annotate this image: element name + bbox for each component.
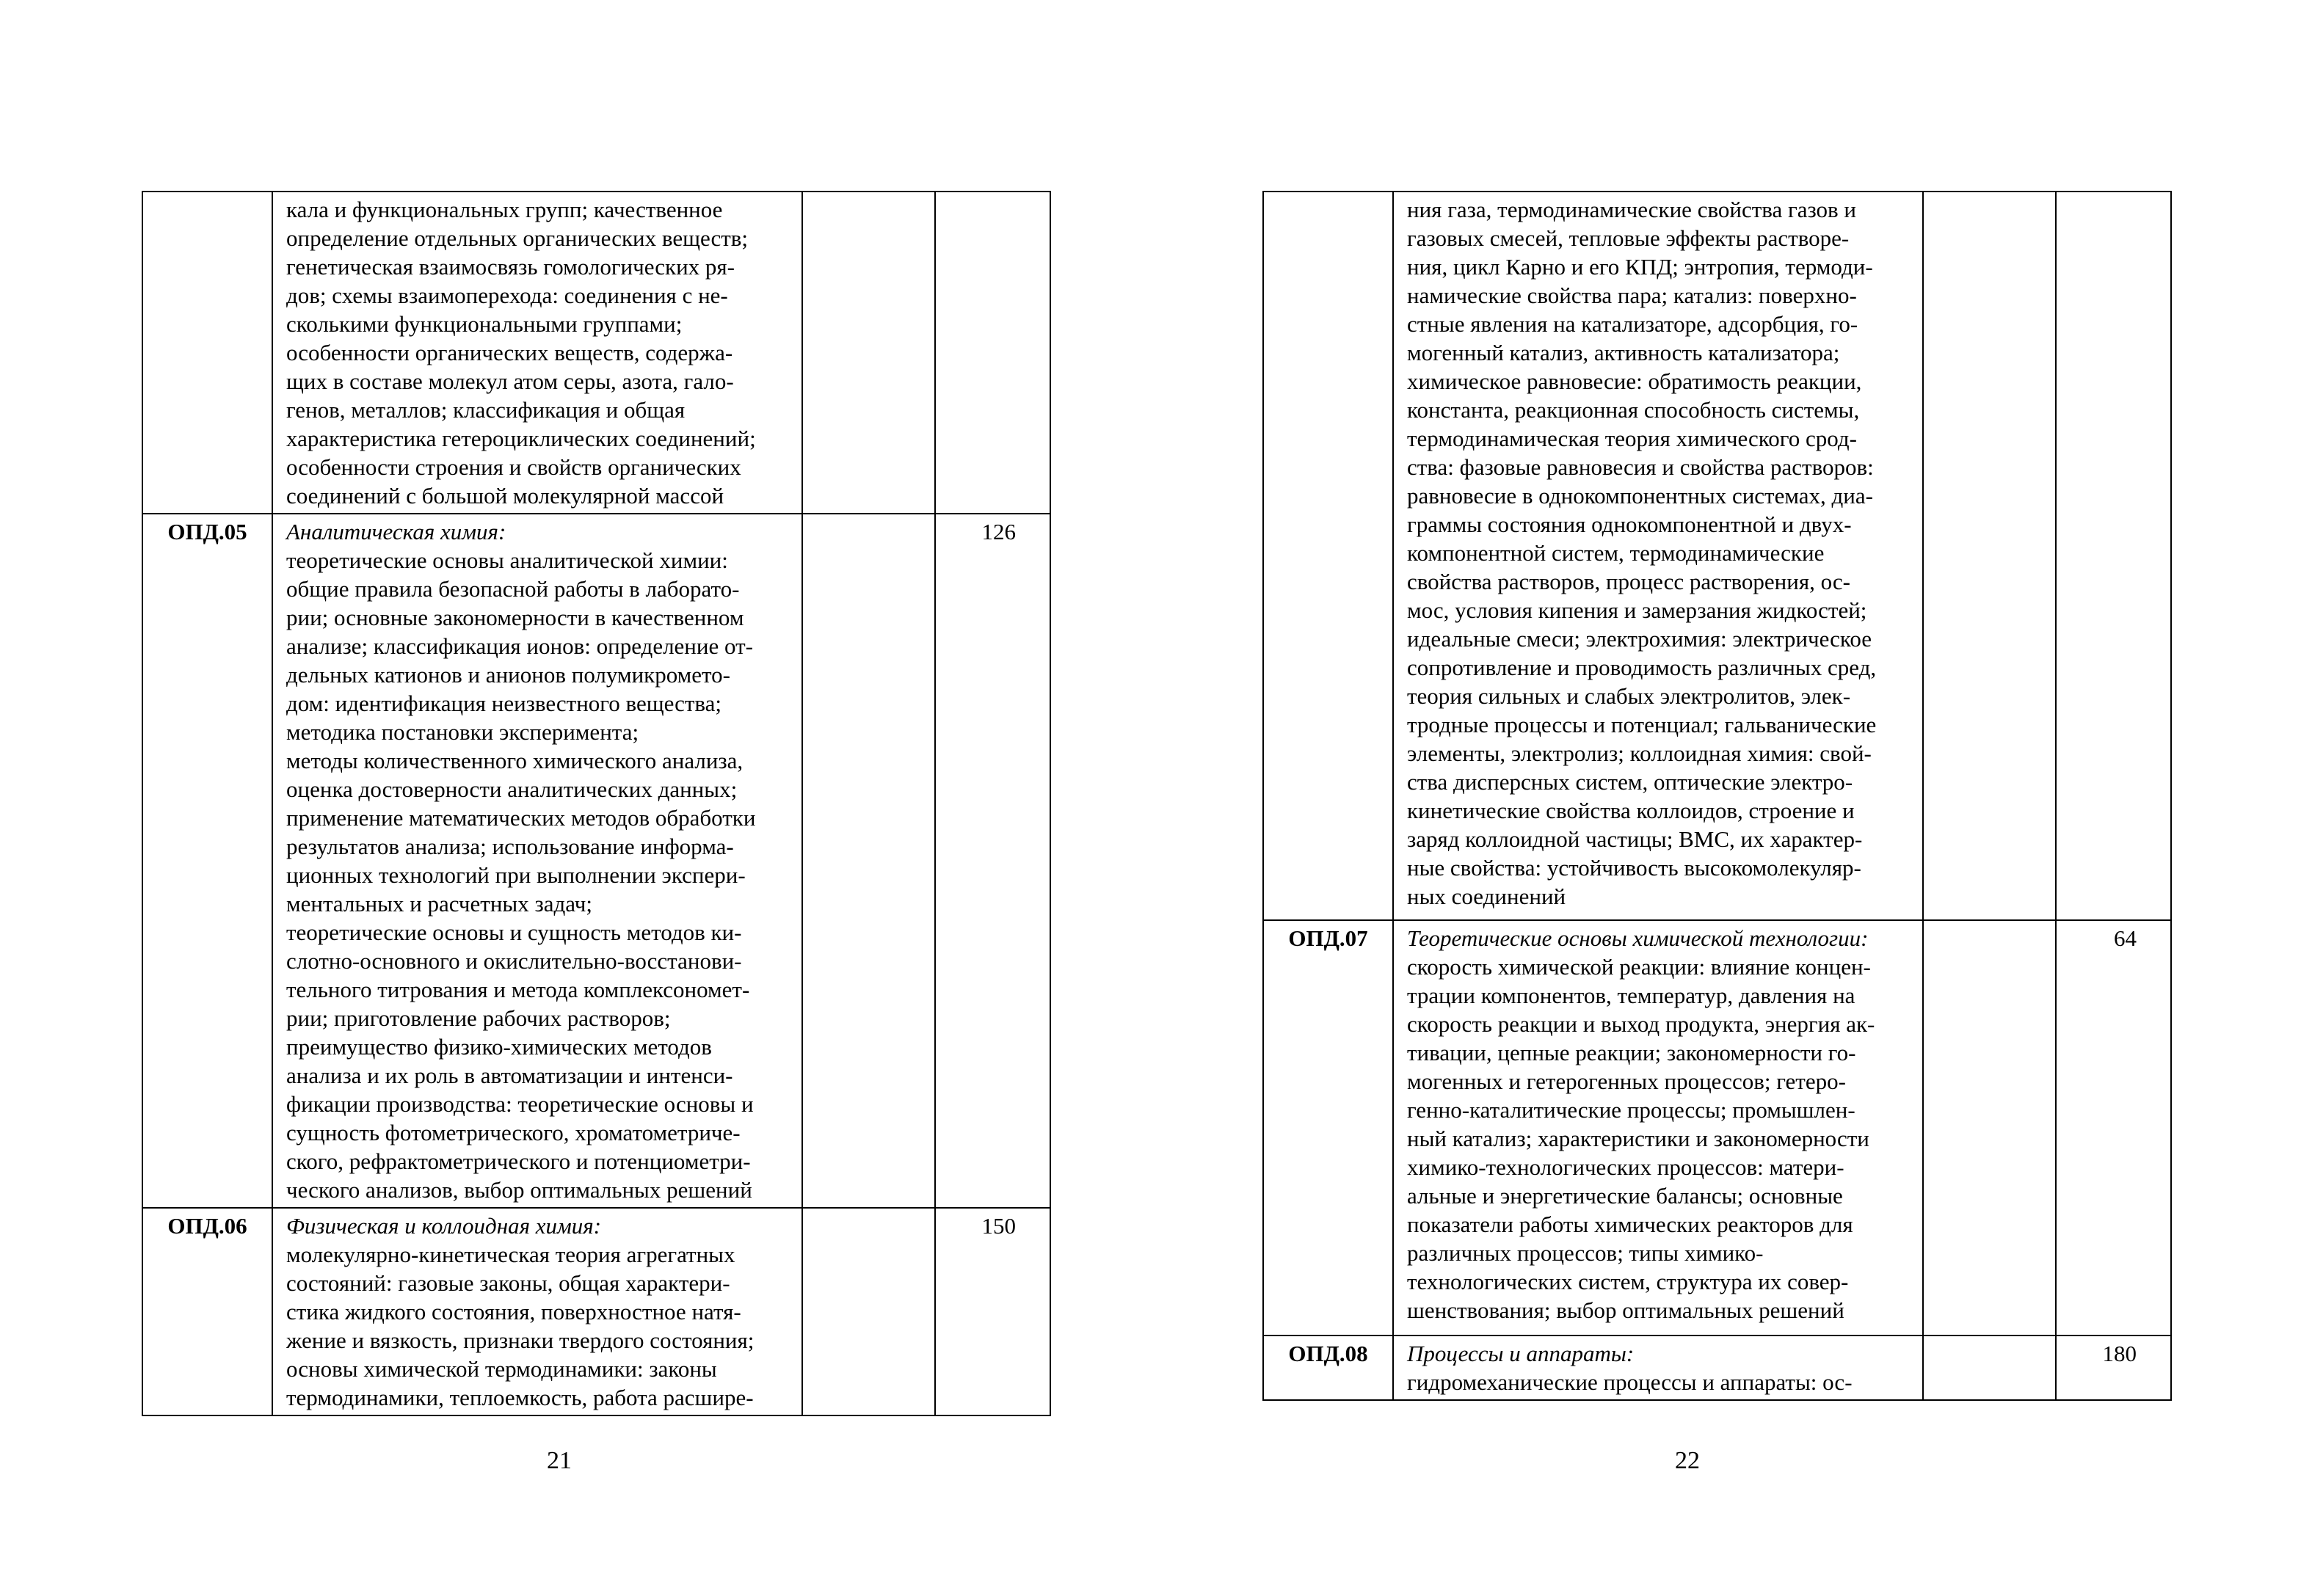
content-line: ционных технологий при выполнении экспери- <box>286 862 746 888</box>
content-line: жение и вязкость, признаки твердого состояния; <box>286 1327 755 1353</box>
content-line: ства дисперсных систем, оптические электро- <box>1407 769 1853 795</box>
content-line: дом: идентификация неизвестного вещества; <box>286 690 722 716</box>
content-line: особенности строения и свойств органических <box>286 454 741 480</box>
discipline-code: ОПД.08 <box>1263 1336 1393 1400</box>
table-row <box>142 192 1050 514</box>
content-line: преимущество физико-химических методов <box>286 1034 712 1060</box>
table-row <box>1263 920 2171 1336</box>
content-line: могенных и гетерогенных процессов; гетеро- <box>1407 1068 1846 1094</box>
content-line: тивации, цепные реакции; закономерности го- <box>1407 1040 1856 1065</box>
empty-cell <box>802 192 935 514</box>
content-line: ных соединений <box>1407 883 1566 909</box>
discipline-title: Физическая и коллоидная химия: <box>286 1213 602 1239</box>
content-line: общие правила безопасной работы в лаборато- <box>286 576 740 602</box>
content-line: применение математических методов обработки <box>286 805 756 831</box>
content-line: ния, цикл Карно и его КПД; энтропия, термоди- <box>1407 254 1873 280</box>
content-line: константа, реакционная способность системы, <box>1407 397 1860 423</box>
content-line: кала и функциональных групп; качественное <box>286 197 723 222</box>
discipline-content <box>1393 920 1923 1336</box>
content-line: дов; схемы взаимоперехода: соединения с не- <box>286 283 728 308</box>
empty-cell <box>1923 192 2056 920</box>
content-line: рии; приготовление рабочих растворов; <box>286 1005 671 1031</box>
table-row <box>142 1208 1050 1415</box>
content-line: ный катализ; характеристики и закономерности <box>1407 1126 1869 1151</box>
content-line: граммы состояния однокомпонентной и двух- <box>1407 511 1852 537</box>
discipline-content <box>272 1208 802 1415</box>
content-line: характеристика гетероциклических соединений; <box>286 426 756 451</box>
table-row <box>1263 1336 2171 1400</box>
hours-cell: 64 <box>2056 920 2171 1336</box>
discipline-code: ОПД.05 <box>142 514 272 1208</box>
table-row <box>142 514 1050 1208</box>
content-line: химическое равновесие: обратимость реакции, <box>1407 368 1862 394</box>
discipline-content <box>272 514 802 1208</box>
content-line: технологических систем, структура их совер- <box>1407 1269 1849 1294</box>
content-line: ского, рефрактометрического и потенциометри- <box>286 1148 751 1174</box>
hours-cell: 150 <box>935 1208 1050 1415</box>
curriculum-table-right <box>1262 191 2172 1401</box>
hours-cell <box>935 192 1050 514</box>
content-line: рии; основные закономерности в качественном <box>286 605 744 630</box>
discipline-title: Процессы и аппараты: <box>1407 1341 1635 1366</box>
content-line: гидромеханические процессы и аппараты: ос- <box>1407 1369 1853 1395</box>
content-line: методы количественного химического анализа, <box>286 748 744 773</box>
content-line: ные свойства: устойчивость высокомолекуляр- <box>1407 855 1861 881</box>
content-line: химико-технологических процессов: матери- <box>1407 1154 1844 1180</box>
content-line: теоретические основы аналитической химии: <box>286 547 728 573</box>
hours-cell: 126 <box>935 514 1050 1208</box>
discipline-title: Теоретические основы химической технологии: <box>1407 925 1869 951</box>
discipline-title: Аналитическая химия: <box>286 519 506 544</box>
content-line: альные и энергетические балансы; основные <box>1407 1183 1843 1209</box>
content-line: анализе; классификация ионов: определение от- <box>286 633 753 659</box>
discipline-code <box>142 192 272 514</box>
content-line: методика постановки эксперимента; <box>286 719 639 745</box>
content-line: шенствования; выбор оптимальных решений <box>1407 1297 1844 1323</box>
content-line: стика жидкого состояния, поверхностное натя- <box>286 1299 741 1324</box>
content-line: могенный катализ, активность катализатора; <box>1407 340 1840 365</box>
hours-cell: 180 <box>2056 1336 2171 1400</box>
content-line: состояний: газовые законы, общая характери- <box>286 1270 730 1296</box>
discipline-content <box>1393 1336 1923 1400</box>
content-line: компонентной систем, термодинамические <box>1407 540 1825 566</box>
content-line: намические свойства пара; катализ: поверхно- <box>1407 283 1857 308</box>
content-line: стные явления на катализаторе, адсорбция, го- <box>1407 311 1858 337</box>
content-line: скорость химической реакции: влияние концен- <box>1407 954 1871 980</box>
empty-cell <box>1923 920 2056 1336</box>
content-line: результатов анализа; использование информа- <box>286 834 734 859</box>
content-line: элементы, электролиз; коллоидная химия: свой- <box>1407 740 1872 766</box>
content-line: трации компонентов, температур, давления на <box>1407 983 1855 1008</box>
content-line: соединений с большой молекулярной массой <box>286 483 724 509</box>
content-line: генно-каталитические процессы; промышлен- <box>1407 1097 1855 1123</box>
content-line: тельного титрования и метода комплексономет- <box>286 977 750 1002</box>
page-number-left: 21 <box>547 1447 572 1474</box>
content-line: идеальные смеси; электрохимия: электрическое <box>1407 626 1872 652</box>
content-line: кинетические свойства коллоидов, строение и <box>1407 798 1855 823</box>
content-line: ческого анализов, выбор оптимальных решений <box>286 1177 752 1203</box>
content-line: заряд коллоидной частицы; ВМС, их характер- <box>1407 826 1863 852</box>
content-line: щих в составе молекул атом серы, азота, гало- <box>286 368 734 394</box>
content-line: определение отдельных органических веществ; <box>286 225 749 251</box>
content-line: свойства растворов, процесс растворения, ос- <box>1407 569 1850 594</box>
empty-cell <box>1923 1336 2056 1400</box>
content-line: сколькими функциональными группами; <box>286 311 683 337</box>
empty-cell <box>802 1208 935 1415</box>
content-line: ния газа, термодинамические свойства газов и <box>1407 197 1857 222</box>
content-line: различных процессов; типы химико- <box>1407 1240 1764 1266</box>
discipline-code: ОПД.07 <box>1263 920 1393 1336</box>
content-line: фикации производства: теоретические основы и <box>286 1091 754 1117</box>
content-line: термодинамики, теплоемкость, работа расшире- <box>286 1385 754 1410</box>
page-number-right: 22 <box>1675 1447 1700 1474</box>
content-line: молекулярно-кинетическая теория агрегатных <box>286 1242 735 1267</box>
content-line: ства: фазовые равновесия и свойства растворов: <box>1407 454 1874 480</box>
discipline-code <box>1263 192 1393 920</box>
content-line: ментальных и расчетных задач; <box>286 891 593 917</box>
curriculum-table-left <box>142 191 1051 1416</box>
discipline-content <box>272 192 802 514</box>
discipline-code: ОПД.06 <box>142 1208 272 1415</box>
content-line: анализа и их роль в автоматизации и интенси- <box>286 1063 733 1088</box>
content-line: основы химической термодинамики: законы <box>286 1356 717 1382</box>
content-line: теория сильных и слабых электролитов, элек- <box>1407 683 1851 709</box>
content-line: скорость реакции и выход продукта, энергия ак- <box>1407 1011 1875 1037</box>
content-line: равновесие в однокомпонентных системах, диа- <box>1407 483 1873 509</box>
content-line: показатели работы химических реакторов для <box>1407 1211 1853 1237</box>
empty-cell <box>802 514 935 1208</box>
content-line: тродные процессы и потенциал; гальванические <box>1407 712 1877 737</box>
content-line: особенности органических веществ, содержа- <box>286 340 733 365</box>
hours-cell <box>2056 192 2171 920</box>
content-line: слотно-основного и окислительно-восстанови- <box>286 948 742 974</box>
content-line: сопротивление и проводимость различных сред, <box>1407 655 1877 680</box>
content-line: теоретические основы и сущность методов ки- <box>286 919 742 945</box>
content-line: дельных катионов и анионов полумикромето- <box>286 662 730 688</box>
table-row <box>1263 192 2171 920</box>
content-line: мос, условия кипения и замерзания жидкостей; <box>1407 597 1867 623</box>
content-line: термодинамическая теория химического срод- <box>1407 426 1857 451</box>
content-line: оценка достоверности аналитических данных; <box>286 776 738 802</box>
content-line: генетическая взаимосвязь гомологических ря- <box>286 254 735 280</box>
discipline-content <box>1393 192 1923 920</box>
content-line: генов, металлов; классификация и общая <box>286 397 686 423</box>
content-line: сущность фотометрического, хроматометриче- <box>286 1120 741 1145</box>
content-line: газовых смесей, тепловые эффекты растворе- <box>1407 225 1850 251</box>
